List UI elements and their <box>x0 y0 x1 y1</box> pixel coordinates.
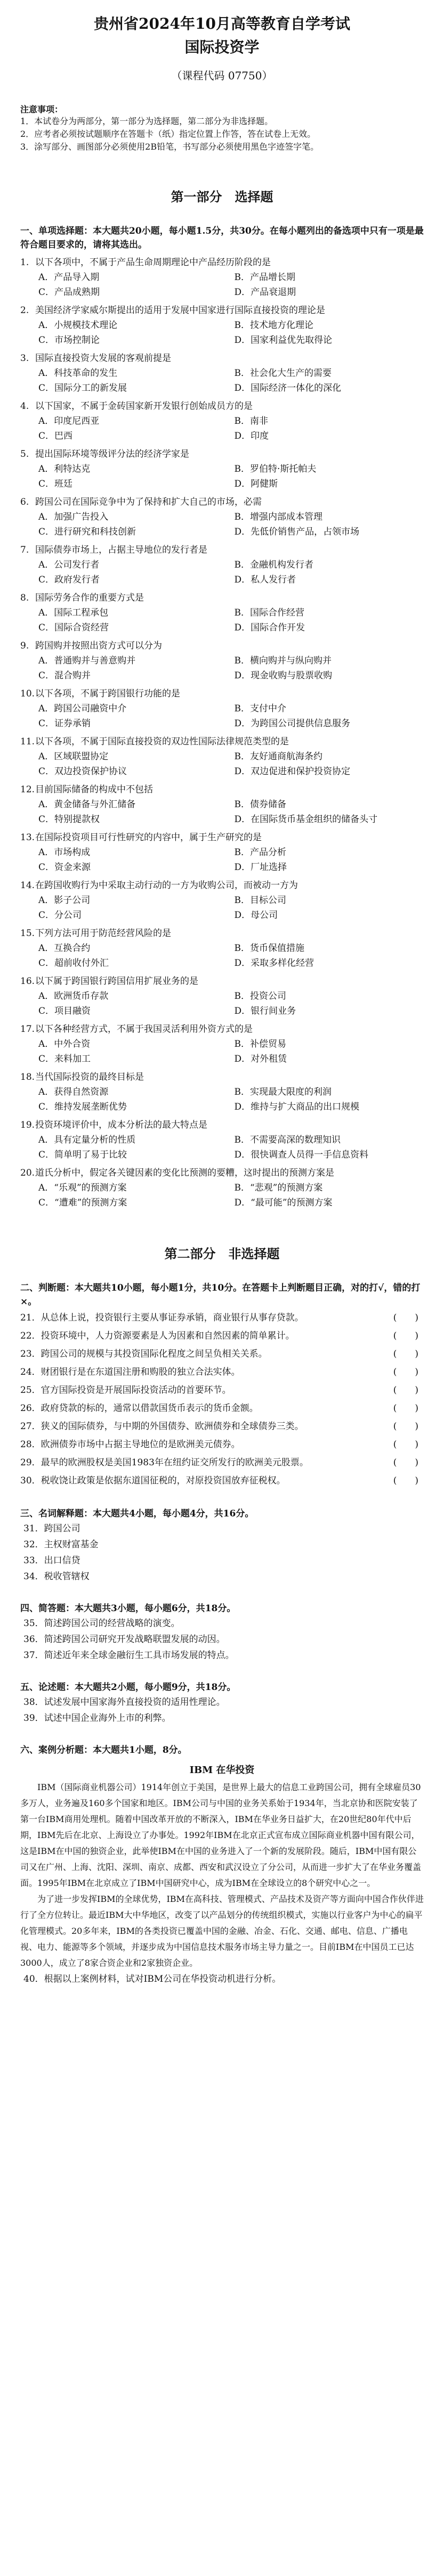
option-d: D．对外租赁 <box>234 1054 287 1064</box>
answer-parentheses: ( ) <box>393 1457 418 1468</box>
options-grid <box>20 270 424 300</box>
tf-list <box>20 1309 424 1490</box>
option-a: A．普通购并与善意购并 <box>38 655 136 666</box>
answer-parentheses: ( ) <box>393 1403 418 1414</box>
question-4 <box>20 399 424 414</box>
options-grid <box>20 318 424 348</box>
option-c: C．分公司 <box>38 910 82 921</box>
option-b: B．罗伯特·斯托帕夫 <box>234 464 317 474</box>
option-c: C．双边投资保护协议 <box>38 766 127 777</box>
options-grid <box>20 414 424 444</box>
question-3 <box>20 351 424 366</box>
answer-parentheses: ( ) <box>393 1475 418 1486</box>
option-d: D．双边促进和保护投资协定 <box>234 766 351 777</box>
tf-item <box>20 1363 424 1381</box>
options-grid <box>20 893 424 923</box>
case-paragraph: 为了进一步发挥IBM的全球优势，IBM在高科技、管理模式、产品技术及资产等方面向中国合作伙伴进行了全方位转让。最近IBM大中华地区，改变了以产品划分的传统组织模式，实施以行业客户为中心的扁平化管理模式。20多年来，IBM的各类投资已覆盖中国的金融、冶金、石化、交通、邮电、信息、广播电视、电力、能源等多个领域，并逐步成为中国信息技术服务市场主导力量之一。目前IBM在中国员工已达3000人，成立了8家合资企业和2家独资企业。 <box>20 1894 424 1968</box>
question-9 <box>20 638 424 653</box>
option-b: B．南非 <box>234 416 268 426</box>
case-title: IBM 在华投资 <box>189 1765 255 1776</box>
options-grid <box>20 462 424 491</box>
question-17 <box>20 1022 424 1037</box>
option-c: C．国际合资经营 <box>38 622 109 633</box>
question-1 <box>20 255 424 270</box>
option-b: B．支付中介 <box>234 703 286 714</box>
options-grid <box>20 557 424 587</box>
options-grid <box>20 605 424 635</box>
tf-item <box>20 1345 424 1363</box>
question-number: 12. <box>20 784 35 795</box>
options-grid <box>20 1037 424 1067</box>
question-number: 5. <box>20 449 29 460</box>
option-c: C．政府发行者 <box>38 575 100 585</box>
options-grid <box>20 845 424 875</box>
terms-section-head: 三、名词解释题：本大题共4小题，每小题4分，共16分。 <box>20 1508 254 1519</box>
short-section-head: 四、简答题：本大题共3小题，每小题6分，共18分。 <box>20 1603 236 1614</box>
tf-item <box>20 1435 424 1454</box>
option-d: D．“最可能”的预测方案 <box>234 1197 333 1208</box>
option-a: A．加强广告投入 <box>38 512 109 522</box>
option-c: C．特别提款权 <box>38 814 100 825</box>
tf-text: 24．财团银行是在东道国注册和购股的独立合法实体。 <box>20 1367 240 1377</box>
mcq-list <box>20 255 424 1210</box>
notice-item: 1．本试卷分为两部分，第一部分为选择题，第二部分为非选择题。 <box>20 116 273 126</box>
options-grid <box>20 989 424 1019</box>
question-stem: 以下各项中，不属于产品生命周期理论中产品经历阶段的是 <box>35 257 271 268</box>
option-a: A．市场构成 <box>38 847 91 858</box>
option-a: A．跨国公司融资中介 <box>38 703 127 714</box>
option-a: A．印度尼西亚 <box>38 416 100 426</box>
question-13 <box>20 830 424 845</box>
option-c: C．维持发展垄断优势 <box>38 1102 127 1112</box>
exam-title: 贵州省2024年10月高等教育自学考试 <box>94 15 350 32</box>
question-stem: 国际劳务合作的重要方式是 <box>35 593 144 603</box>
option-b: B．投资公司 <box>234 991 286 1002</box>
tf-text: 27．狭义的国际债券，与中期的外国债券、欧洲债券和全球债券三类。 <box>20 1421 304 1432</box>
question-stem: 以下属于跨国银行跨国信用扩展业务的是 <box>35 976 198 987</box>
option-a: A．小规模技术理论 <box>38 320 118 331</box>
option-c: C．巴西 <box>38 431 73 441</box>
tf-text: 25．官方国际投资是开展国际投资活动的首要环节。 <box>20 1385 231 1396</box>
option-d: D．阿健斯 <box>234 479 278 489</box>
question-18 <box>20 1070 424 1085</box>
tf-text: 30．税收饶让政策是依据东道国征税的，对原投资国放弃征税权。 <box>20 1475 286 1486</box>
option-c: C．国际分工的新发展 <box>38 383 127 393</box>
option-a: A．欧洲货币存款 <box>38 991 109 1002</box>
answer-parentheses: ( ) <box>393 1312 418 1323</box>
option-a: A．“乐观”的预测方案 <box>38 1183 127 1193</box>
question-number: 11. <box>20 736 35 747</box>
option-a: A．科技革命的发生 <box>38 368 118 379</box>
question-number: 1. <box>20 257 29 268</box>
question-number: 20. <box>20 1168 35 1178</box>
option-c: C．混合购并 <box>38 670 91 681</box>
options-grid <box>20 1180 424 1210</box>
option-b: B．债券储备 <box>234 799 286 810</box>
question-number: 9. <box>20 641 29 651</box>
question-stem: 国际直接投资大发展的客观前提是 <box>35 353 171 364</box>
option-c: C．班廷 <box>38 479 73 489</box>
question-number: 16. <box>20 976 35 987</box>
option-a: A．具有定量分析的性质 <box>38 1135 136 1145</box>
option-d: D．国际经济一体化的深化 <box>234 383 342 393</box>
question-20 <box>20 1166 424 1180</box>
question-number: 18. <box>20 1072 35 1082</box>
question-number: 14. <box>20 880 35 891</box>
option-b: B．实现最大限度的利润 <box>234 1087 332 1097</box>
option-b: B．国际合作经营 <box>234 608 304 618</box>
options-grid <box>20 366 424 396</box>
question-5 <box>20 447 424 462</box>
question-number: 17. <box>20 1024 35 1035</box>
option-a: A．中外合资 <box>38 1039 91 1049</box>
term-item: 31．跨国公司 <box>23 1523 80 1534</box>
options-grid <box>20 510 424 539</box>
option-a: A．互换合约 <box>38 943 91 954</box>
tf-text: 26．政府贷款的标的，通常以借款国货币表示的货币金额。 <box>20 1403 259 1414</box>
tf-text: 28．欧洲债券市场中占据主导地位的是欧洲美元债券。 <box>20 1439 240 1450</box>
question-stem: 在国际投资项目可行性研究的内容中，属于生产研究的是 <box>35 832 262 843</box>
option-b: B．横向购并与纵向购并 <box>234 655 332 666</box>
option-a: A．利特达克 <box>38 464 91 474</box>
option-d: D．银行间业务 <box>234 1006 296 1016</box>
option-c: C．简单明了易于比较 <box>38 1150 127 1160</box>
question-stem: 以下国家，不属于金砖国家新开发银行创始成员方的是 <box>35 401 253 412</box>
option-d: D．很快调查人员得一手信息资料 <box>234 1150 369 1160</box>
option-a: A．影子公司 <box>38 895 91 906</box>
option-d: D．国际合作开发 <box>234 622 305 633</box>
option-b: B．友好通商航海条约 <box>234 751 322 762</box>
short-item: 37．简述近年来全球金融衍生工具市场发展的特点。 <box>23 1650 235 1661</box>
answer-parentheses: ( ) <box>393 1421 418 1432</box>
question-stem: 道氏分析中，假定各关键因素的变化比预测的要糟，这时提出的预测方案是 <box>35 1168 334 1178</box>
option-c: C．资金来源 <box>38 862 91 873</box>
answer-parentheses: ( ) <box>393 1385 418 1396</box>
options-grid <box>20 1085 424 1114</box>
option-b: B．不需要高深的数理知识 <box>234 1135 341 1145</box>
question-stem: 美国经济学家威尔斯提出的适用于发展中国家进行国际直接投资的理论是 <box>35 305 325 316</box>
option-d: D．产品衰退期 <box>234 287 296 298</box>
option-b: B．货币保值措施 <box>234 943 304 954</box>
option-d: D．采取多样化经营 <box>234 958 314 969</box>
term-item: 33．出口信贷 <box>23 1555 80 1566</box>
question-number: 15. <box>20 928 35 939</box>
option-c: C．项目融资 <box>38 1006 91 1016</box>
option-b: B．增强内部成本管理 <box>234 512 322 522</box>
options-grid <box>20 1133 424 1162</box>
option-a: A．黄金储备与外汇储备 <box>38 799 136 810</box>
tf-item <box>20 1399 424 1417</box>
question-stem: 以下各项，不属于跨国银行功能的是 <box>35 688 180 699</box>
options-grid <box>20 797 424 827</box>
essay-item: 39．试述中国企业海外上市的利弊。 <box>23 1713 171 1724</box>
question-14 <box>20 878 424 893</box>
question-number: 8. <box>20 593 29 603</box>
question-number: 13. <box>20 832 35 843</box>
question-number: 3. <box>20 353 29 364</box>
question-stem: 当代国际投资的最终目标是 <box>35 1072 144 1082</box>
tf-item <box>20 1472 424 1490</box>
option-d: D．国家利益优先取得论 <box>234 335 333 346</box>
option-c: C．产品成熟期 <box>38 287 100 298</box>
case-paragraph: IBM（国际商业机器公司）1914年创立于美国，是世界上最大的信息工业跨国公司，拥有全球雇员30多万人，业务遍及160多个国家和地区。IBM公司与中国的业务关系始于1934年，当北京协和医院安装了第一台IBM商用处理机。随着中国改革开放的不断深入，IBM在华业务日益扩大，在20世纪80年代中后期，IBM先后在北京、上海设立了办事处。1992年IBM在北京正式宣布成立国际商业机器中国有限公司，这是IBM在中国的独资企业，此举使IBM在中国的业务进入了一个新的发展阶段。随后，IBM中国有限公司又在广州、上海、沈阳、深圳、南京、成都、西安和武汉设立了分公司，从而进一步扩大了在华业务覆盖面。1995年IBM在北京成立了IBM中国研究中心，成为IBM在全球设立的8个研究中心之一。 <box>20 1782 422 1888</box>
option-b: B．金融机构发行者 <box>234 560 313 570</box>
short-item: 36．简述跨国公司研究开发战略联盟发展的动因。 <box>23 1634 225 1645</box>
answer-parentheses: ( ) <box>393 1439 418 1450</box>
tf-text: 21．从总体上说，投资银行主要从事证券承销，商业银行从事存贷款。 <box>20 1312 304 1323</box>
question-number: 10. <box>20 688 35 699</box>
question-6 <box>20 495 424 510</box>
options-grid <box>20 941 424 971</box>
option-c: C．进行研究和科技创新 <box>38 527 136 537</box>
tf-item <box>20 1327 424 1345</box>
question-stem: 跨国购并按照出资方式可以分为 <box>35 641 162 651</box>
case-section-head: 六、案例分析题：本大题共1小题，8分。 <box>20 1745 187 1755</box>
question-number: 6. <box>20 497 29 507</box>
notice-item: 3．涂写部分、画图部分必须使用2B铅笔，书写部分必须使用黑色字迹签字笔。 <box>20 142 319 152</box>
option-c: C．证券承销 <box>38 718 91 729</box>
option-b: B．技术地方化理论 <box>234 320 313 331</box>
options-grid <box>20 653 424 683</box>
option-d: D．现金收购与股票收购 <box>234 670 333 681</box>
question-12 <box>20 782 424 797</box>
tf-text: 29．最早的欧洲股权是美国1983年在纽约证交所发行的欧洲美元股票。 <box>20 1457 309 1468</box>
question-number: 19. <box>20 1120 35 1130</box>
notice-item: 2．应考者必须按试题顺序在答题卡（纸）指定位置上作答，答在试卷上无效。 <box>20 129 316 139</box>
question-number: 4. <box>20 401 29 412</box>
question-16 <box>20 974 424 989</box>
question-stem: 以下各种经营方式，不属于我国灵活利用外资方式的是 <box>35 1024 253 1035</box>
option-d: D．私人发行者 <box>234 575 296 585</box>
question-10 <box>20 686 424 701</box>
option-c: C．来料加工 <box>38 1054 91 1064</box>
term-item: 32．主权财富基金 <box>23 1539 99 1550</box>
option-c: C．超前收付外汇 <box>38 958 109 969</box>
tf-text: 23．跨国公司的规模与其投资国际化程度之间呈负相关关系。 <box>20 1349 268 1359</box>
course-code: （课程代码 07750） <box>171 69 273 82</box>
exam-subject: 国际投资学 <box>184 38 260 56</box>
option-d: D．先低价销售产品，占领市场 <box>234 527 360 537</box>
mcq-section-head: 一、单项选择题：本大题共20小题，每小题1.5分，共30分。在每小题列出的备选项中只有一项是最符合题目要求的，请将其选出。 <box>20 226 424 250</box>
answer-parentheses: ( ) <box>393 1367 418 1377</box>
option-d: D．为跨国公司提供信息服务 <box>234 718 351 729</box>
question-15 <box>20 926 424 941</box>
part2-title: 第二部分 非选择题 <box>164 1246 280 1261</box>
question-19 <box>20 1118 424 1133</box>
option-a: A．公司发行者 <box>38 560 100 570</box>
option-b: B．“悲观”的预测方案 <box>234 1183 323 1193</box>
option-a: A．国际工程承包 <box>38 608 109 618</box>
option-a: A．获得自然资源 <box>38 1087 109 1097</box>
option-b: B．目标公司 <box>234 895 286 906</box>
tf-item <box>20 1309 424 1327</box>
option-d: D．在国际货币基金组织的储备头寸 <box>234 814 378 825</box>
question-stem: 目前国际储备的构成中不包括 <box>35 784 153 795</box>
essay-item: 38．试述发展中国家海外直接投资的适用性理论。 <box>23 1697 225 1708</box>
tf-text: 22．投资环境中，人力资源要素是人为因素和自然因素的简单累计。 <box>20 1331 295 1341</box>
question-8 <box>20 590 424 605</box>
tf-section-head: 二、判断题：本大题共10小题，每小题1分，共10分。在答题卡上判断题目正确，对的打√，错的打×。 <box>20 1283 421 1307</box>
question-number: 2. <box>20 305 29 316</box>
option-b: B．产品增长期 <box>234 272 295 283</box>
case-question: 40．根据以上案例材料，试对IBM公司在华投资动机进行分析。 <box>23 1974 281 1984</box>
question-stem: 国际债券市场上，占据主导地位的发行者是 <box>35 545 207 555</box>
question-stem: 投资环境评价中，成本分析法的最大特点是 <box>35 1120 207 1130</box>
question-7 <box>20 543 424 557</box>
option-d: D．厂址选择 <box>234 862 287 873</box>
tf-item <box>20 1417 424 1435</box>
essay-section-head: 五、论述题：本大题共2小题，每小题9分，共18分。 <box>20 1682 236 1693</box>
answer-parentheses: ( ) <box>393 1349 418 1359</box>
question-stem: 在跨国收购行为中采取主动行动的一方为收购公司，而被动一方为 <box>35 880 298 891</box>
option-b: B．补偿贸易 <box>234 1039 286 1049</box>
question-stem: 提出国际环境等级评分法的经济学家是 <box>35 449 189 460</box>
options-grid <box>20 701 424 731</box>
options-grid <box>20 749 424 779</box>
option-b: B．产品分析 <box>234 847 286 858</box>
notice-heading: 注意事项： <box>20 104 63 114</box>
tf-item <box>20 1381 424 1399</box>
option-c: C．市场控制论 <box>38 335 100 346</box>
question-11 <box>20 734 424 749</box>
question-stem: 下列方法可用于防范经营风险的是 <box>35 928 171 939</box>
question-number: 7. <box>20 545 29 555</box>
question-stem: 以下各项，不属于国际直接投资的双边性国际法律规范类型的是 <box>35 736 289 747</box>
tf-item <box>20 1454 424 1472</box>
short-item: 35．简述跨国公司的经营战略的演变。 <box>23 1618 180 1629</box>
option-d: D．维持与扩大商品的出口规模 <box>234 1102 360 1112</box>
question-2 <box>20 303 424 318</box>
answer-parentheses: ( ) <box>393 1331 418 1341</box>
term-item: 34．税收管辖权 <box>23 1571 90 1582</box>
option-c: C．“遭难”的预测方案 <box>38 1197 127 1208</box>
question-stem: 跨国公司在国际竞争中为了保持和扩大自己的市场，必需 <box>35 497 262 507</box>
part1-title: 第一部分 选择题 <box>171 189 273 204</box>
option-a: A．区域联盟协定 <box>38 751 109 762</box>
option-a: A．产品导入期 <box>38 272 100 283</box>
option-d: D．母公司 <box>234 910 278 921</box>
option-d: D．印度 <box>234 431 269 441</box>
option-b: B．社会化大生产的需要 <box>234 368 332 379</box>
